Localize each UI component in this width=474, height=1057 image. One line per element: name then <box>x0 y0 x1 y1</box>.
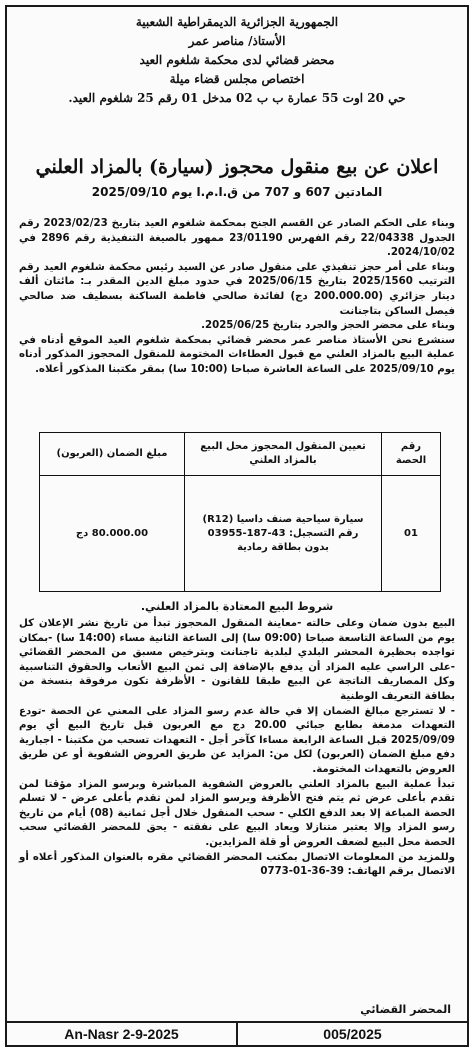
notice-title: اعلان عن بيع منقول محجوز (سيارة) بالمزاد العلني <box>35 156 439 178</box>
notice-header <box>17 13 457 108</box>
vehicle-type: سيارة سياحية صنف داسيا (R12) <box>202 513 364 525</box>
sale-conditions <box>19 599 455 880</box>
office-address: حي 20 اوت 55 عمارة ب ب 02 مدخل 01 رقم 25 شلغوم العيد. <box>68 91 406 105</box>
notice-body <box>19 217 455 378</box>
body-paragraph: وبناء على الحكم الصادر عن القسم الجنح بمحكمة شلغوم العيد بتاريخ 2023/02/23 رقم الجدول 22/04338 رقم الفهرس 23/01190 ممهور بالصيغة التنفيذية رقم 2896 في 2024/10/02. <box>19 218 456 259</box>
vehicle-registration: رقم التسجيل: 43-187-03955 <box>207 527 359 539</box>
notice-number: 005/2025 <box>236 1023 467 1045</box>
conditions-paragraph: تبدأ عملية البيع بالمزاد العلني بالعروض الشفوية المباشرة وبرسو المزاد مؤقتا لمن تقدم بأعلى عرض ثم يتم فتح الأظرفة ويرسو المزاد لمن تقدم بأعلى عرض - لا تسلم الحصة المباعة إلا بعد الدفع الكلي - سحب المنقول خلال أجل ثمانية (08) أيام من تاريخ رسو المزاد وإلا يعتبر متنازلا ويعاد البيع على نفقته - يحق للمحضر القضائي سحب الحصة محل البيع لضعف العروض أو قلة المزايدين. <box>19 778 455 848</box>
table-header-row <box>40 433 441 476</box>
jurisdiction: اختصاص مجلس قضاء ميلة <box>169 72 305 86</box>
body-paragraph: وبناء على أمر حجز تنفيذي على منقول صادر عن السيد رئيس محكمة شلغوم العيد رقم الترتيب 2025/1560 بتاريخ 2025/06/15 في حدود مبلغ الدين المقدر بـ: مائتان ألف دينار جزائري (200.000.00 دج) لفائدة صالحي فاطمة الساكنة بسطيف ضد صالحي فيصل الساكن بتاجنانت <box>19 261 456 317</box>
table-row <box>40 476 441 592</box>
bailiff-court: محضر قضائي لدى محكمة شلغوم العيد <box>139 53 335 67</box>
deposit-amount: 80.000.00 دج <box>40 476 185 592</box>
conditions-paragraph: - لا تسترجع مبالغ الضمان إلا في حالة عدم رسو المزاد على المعني عن الحصة -تودع التعهدات مدمغة بطابع جبائي 20.00 دج مع العربون قبل تاريخ البيع أي يوم 2025/09/09 قبل الساعة الرابعة مساءا كآخر أجل - التعهدات تسحب من مكتبنا - اجبارية دفع مبلغ الضمان (العربون) لكل من: المزايد عن طريق العروض الشفوية أو عن طريق العروض بالتعهدات المختومة. <box>19 705 456 775</box>
publication-footer <box>7 1021 467 1045</box>
conditions-paragraph: البيع بدون ضمان وعلى حالته -معاينة المنقول المحجوز تبدأ من تاريخ نشر الإعلان كل يوم من الساعة التاسعة صباحا (09:00 سا) إلى الساعة الثانية مساء (14:00 سا) -بمكان تواجده بحظيرة المحشر البلدي لبلدية تاجنانت وبترخيص مسبق من المحضر القضائي -على الراسي عليه المزاد أن يدفع بالإضافة إلى ثمن البيع الأتعاب والحقوق التناسبية وكل المصاريف الناتجة عن البيع طبقا للقانون - الأظرفة تكون مرفوقة بنسخة من بطاقة التعريف الوطنية <box>19 618 456 702</box>
bailiff-name: الأستاذ/ مناصر عمر <box>188 34 286 48</box>
republic-name: الجمهورية الجزائرية الديمقراطية الشعبية <box>135 15 339 29</box>
publication-name-date: An-Nasr 2-9-2025 <box>64 1026 179 1042</box>
conditions-paragraph: وللمزيد من المعلومات الاتصال بمكتب المحضر القضائي مقره بالعنوان المذكور أعلاه أو الاتصال برقم الهاتف: 39-36-01-0773 <box>19 851 455 878</box>
col-lot-number: رقم الحصة <box>382 433 441 476</box>
col-deposit-amount: مبلغ الضمان (العربون) <box>40 433 185 476</box>
lots-table <box>39 432 441 592</box>
conditions-heading: شروط البيع المعتادة بالمزاد العلني. <box>140 600 334 613</box>
vehicle-papers: بدون بطاقة رمادية <box>237 541 329 553</box>
body-paragraph: سنشرع نحن الأستاذ مناصر عمر محضر قضائي بمحكمة شلغوم العيد الموقع أدناه في عملية البيع بالمزاد العلني مع قبول العطاءات المختومة للمنقول المحجوز المذكور أدناه يوم 2025/09/10 على الساعة العاشرة صباحا (10:00 سا) بمقر مكتبنا المذكور أعلاه. <box>19 334 455 375</box>
lot-number: 01 <box>382 476 441 592</box>
signature-label: المحضر القضائي <box>360 1003 451 1016</box>
legal-articles-date: المادتين 607 و 707 من ق.ا.م.ا يوم 2025/09/10 <box>91 185 383 199</box>
legal-notice <box>5 5 469 1047</box>
lot-description <box>185 476 382 592</box>
col-lot-description: تعيين المنقول المحجوز محل البيع بالمزاد العلني <box>185 433 382 476</box>
body-paragraph: وبناء على محضر الحجز والجرد بتاريخ 2025/06/25. <box>201 320 455 332</box>
